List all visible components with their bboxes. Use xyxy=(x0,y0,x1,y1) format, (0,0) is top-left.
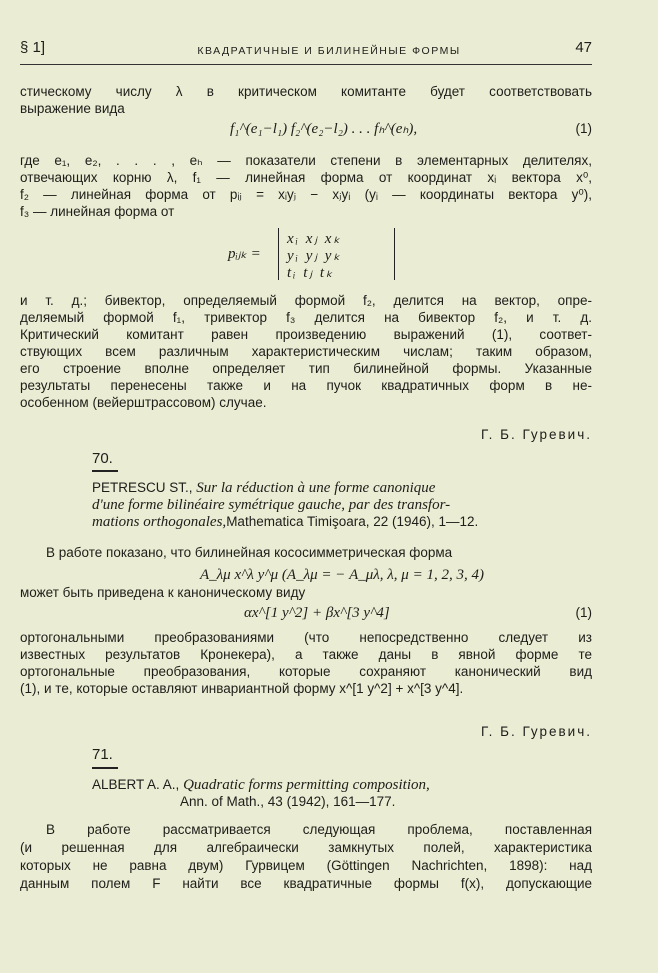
text-line: f₃ — линейная форма от xyxy=(20,204,175,219)
formula: αx^[1 y^2] + βx^[3 y^4] xyxy=(244,605,390,621)
determinant-label: pᵢⱼₖ = xyxy=(228,246,261,262)
header-rule xyxy=(20,64,592,65)
text-line: отвечающих корню λ, f₁ — линейная форма от координат xᵢ вектора x⁰, xyxy=(20,170,592,185)
reference-source: Ann. of Math., 43 (1942), 161—177. xyxy=(180,794,396,809)
reference-title: mations orthogonales, xyxy=(92,514,227,530)
page-number: 47 xyxy=(575,39,592,56)
formula: f₁^(e₁−l₁) f₂^(e₂−l₂) . . . fₕ^(eₕ), xyxy=(230,121,418,137)
text-line: где e₁, e₂, . . . , eₕ — показатели степени в элементарных делителях, xyxy=(20,153,592,168)
text-line: особенном (вейерштрассовом) случае. xyxy=(20,395,267,410)
entry-number-underline xyxy=(92,470,118,472)
reference-title: Sur la réduction à une forme canonique xyxy=(196,480,436,496)
determinant xyxy=(278,228,395,280)
text-line: и т. д.; бивектор, определяемый формой f₂, делится на вектор, опре- xyxy=(20,293,592,308)
text-line: деляемый формой f₁, тривектор f₃ делится на бивектор f₂, и т. д. xyxy=(20,310,592,325)
text-line: результаты перенесены также и на пучок квадратичных форм в не- xyxy=(20,378,592,393)
formula-number: (1) xyxy=(575,121,592,136)
reference-title: d'une forme bilinéaire symétrique gauche, par des transfor- xyxy=(92,497,451,513)
entry-number: 70. xyxy=(92,450,113,467)
formula: A_λμ x^λ y^μ (A_λμ = − A_μλ, λ, μ = 1, 2, 3, 4) xyxy=(200,567,484,583)
text-line: ортогональные преобразования, которые сохраняют канонический вид xyxy=(20,664,592,679)
section-marker: § 1] xyxy=(20,39,46,56)
entry-number-underline xyxy=(92,767,118,769)
text-line: (и решенная для алгебраически замкнутых полей, характеристика xyxy=(20,840,592,855)
signature: Г. Б. Гуревич. xyxy=(480,724,592,739)
text-line: его строение вполне определяет тип билинейной формы. Указанные xyxy=(20,361,592,376)
text-line: выражение вида xyxy=(20,101,125,116)
text-line: может быть приведена к каноническому виду xyxy=(20,585,306,600)
text-line: ортогональными преобразованиями (что непосредственно следует из xyxy=(20,630,592,645)
text-line: данным полем F найти все квадратичные формы f(x), допускающие xyxy=(20,876,592,891)
running-title: КВАДРАТИЧНЫЕ И БИЛИНЕЙНЫЕ ФОРМЫ xyxy=(197,45,461,57)
text-line: известных результатов Кронекера), а также даны в явной форме те xyxy=(20,647,592,662)
reference-line xyxy=(92,480,435,496)
text-line: (1), и те, которые оставляют инвариантной форму x^[1 y^2] + x^[3 y^4]. xyxy=(20,681,464,696)
reference-source: Mathematica Timişoara, 22 (1946), 1—12. xyxy=(226,514,479,529)
text-line: стическому числу λ в критическом комитанте будет соответствовать xyxy=(20,84,592,99)
text-line: В работе показано, что билинейная кососимметрическая форма xyxy=(46,545,453,560)
determinant-row: xᵢ xⱼ xₖ xyxy=(287,231,342,247)
reference-title: Quadratic forms permitting composition, xyxy=(183,777,430,793)
reference-line xyxy=(92,777,430,793)
text-line: ствующих всем различным характеристическим числам; таким образом, xyxy=(20,344,592,359)
determinant-row: tᵢ tⱼ tₖ xyxy=(287,265,335,281)
text-line: f₂ — линейная форма от pᵢⱼ = xᵢyⱼ − xⱼyᵢ (yᵢ — координаты вектора y⁰), xyxy=(20,187,592,202)
signature: Г. Б. Гуревич. xyxy=(480,427,592,442)
entry-number: 71. xyxy=(92,746,113,763)
formula-number: (1) xyxy=(575,605,592,620)
determinant-row: yᵢ yⱼ yₖ xyxy=(287,248,342,264)
text-line: В работе рассматривается следующая проблема, поставленная xyxy=(46,822,592,837)
reference-line xyxy=(92,514,478,530)
text-line: Критический комитант равен произведению выражений (1), соответ- xyxy=(20,327,592,342)
text-line: которых не равна двум) Гурвицем (Göttingen Nachrichten, 1898): над xyxy=(20,858,592,873)
reference-author: PETRESCU ST., xyxy=(92,480,193,495)
reference-author: ALBERT A. A., xyxy=(92,777,180,792)
